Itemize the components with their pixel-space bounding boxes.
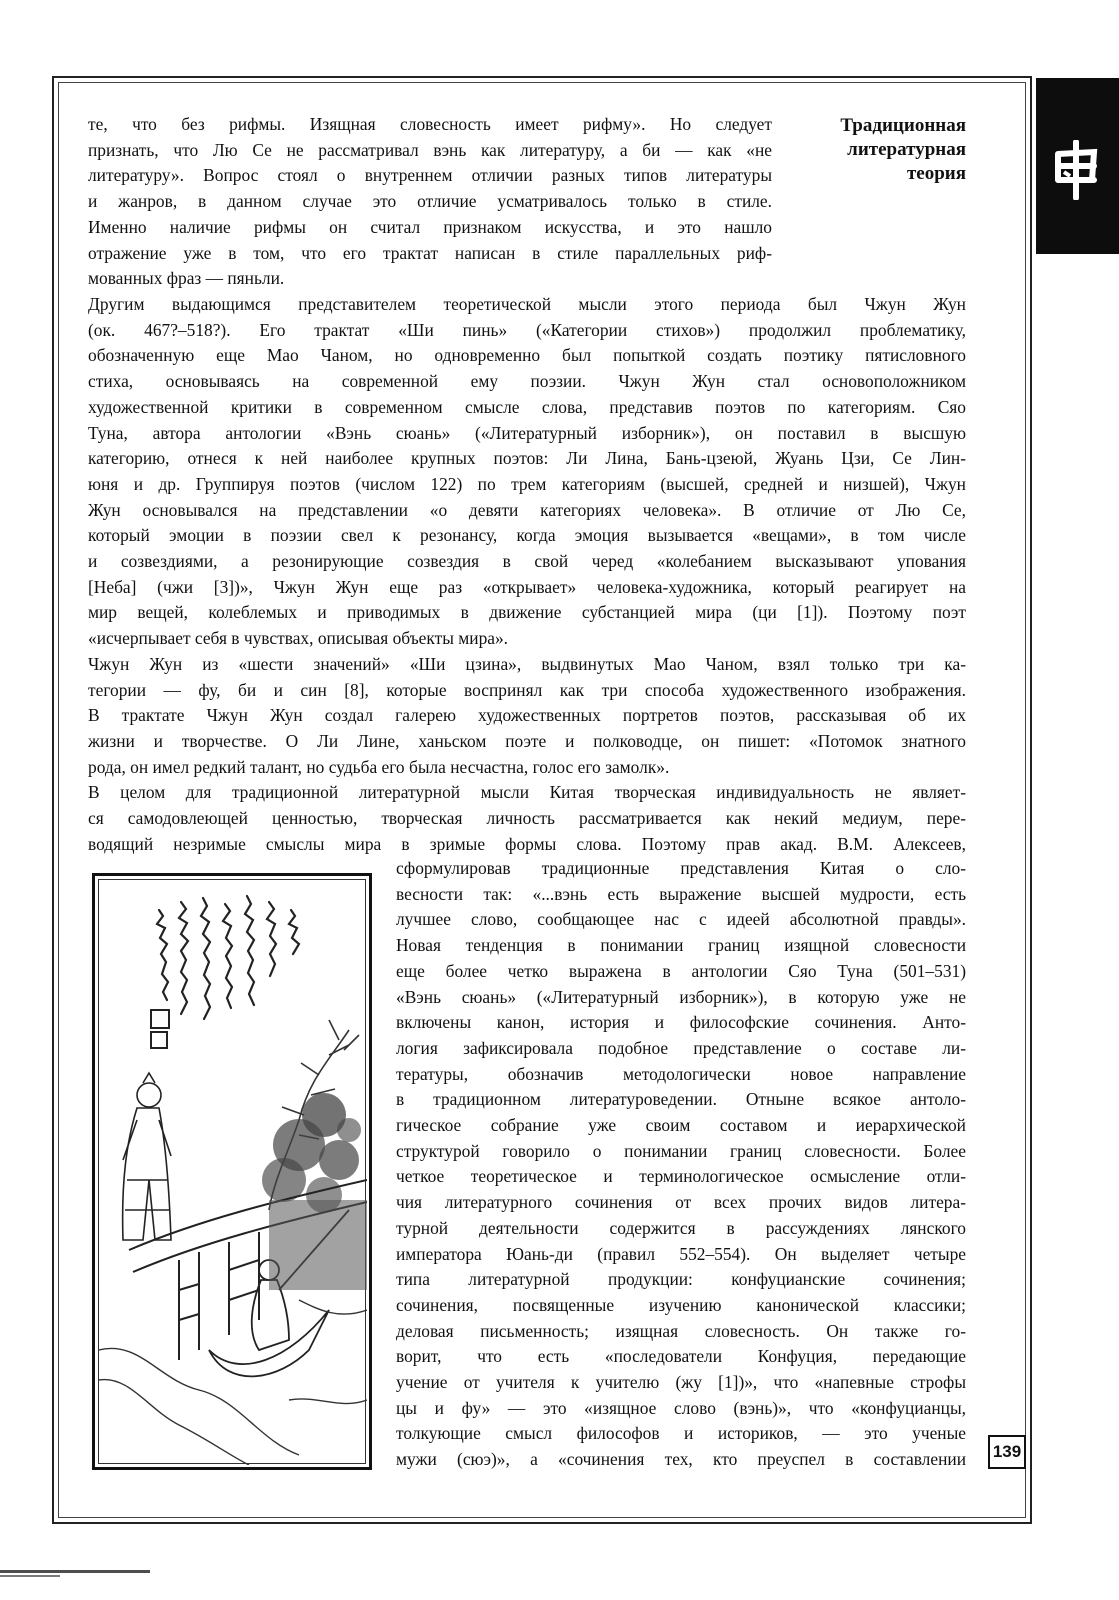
page-number: 139	[988, 1435, 1026, 1469]
text-line: сформулировав традиционные представления Китая о сло-	[396, 858, 966, 878]
text-line: чия литературного сочинения от всех прочих видов литера-	[396, 1192, 966, 1213]
chinese-character-glyph-icon	[1050, 140, 1104, 200]
text-line: включены канон, история и философские сочинения. Анто-	[396, 1012, 966, 1033]
text-line: рода, он имел редкий талант, но судьба его была несчастна, голос его замолк».	[88, 756, 670, 777]
text-line: Именно наличие рифмы он считал признаком искусства, и это нашло	[88, 216, 772, 237]
text-line: художественной критики в современном смысле слова, представив поэтов по категориям. Сяо	[88, 396, 966, 417]
text-line: в традиционном литературоведении. Отныне всякое антоло-	[396, 1089, 966, 1110]
text-line: мир вещей, колеблемых и приводимых в движение субстанцией мира (ци [1]). Поэтому поэт	[88, 602, 966, 623]
text-line: ворит, что есть «последователи Конфуция, передающие	[396, 1346, 966, 1367]
text-line: лучшее слово, сообщающее нас с идеей абсолютной правды».	[396, 909, 966, 930]
heading-line: теория	[906, 163, 966, 184]
text-line: (ок. 467?–518?). Его трактат «Ши пинь» («Категории стихов») продолжил проблематику,	[88, 319, 966, 340]
text-line: структурой говорило о понимании границ словесности. Более	[396, 1140, 966, 1161]
text-line: цы и фу» — это «изящное слово (вэнь)», что «конфуцианцы,	[396, 1397, 966, 1418]
text-line: «исчерпывает себя в чувствах, описывая объекты мира».	[88, 628, 509, 649]
text-line: турной деятельности содержится в рассуждениях лянского	[396, 1217, 966, 1238]
text-line: жизни и творчестве. О Ли Лине, ханьском поэте и полководце, он пишет: «Потомок знатного	[88, 730, 966, 751]
scan-edge-mark	[0, 1570, 150, 1573]
full-width-text-block	[88, 292, 966, 857]
ink-drawing-scholar-bridge-icon	[99, 880, 367, 1465]
section-heading	[800, 114, 966, 186]
text-line: [Неба] (чжи [3])», Чжун Жун еще раз «открывает» человека-художника, который реагирует на	[88, 576, 966, 597]
text-line: юня и др. Группируя поэтов (числом 122) по трем категориям (высшей, средней и низшей), Чжун	[88, 473, 966, 494]
text-line: отражение уже в том, что его трактат написан в стиле параллельных риф-	[88, 242, 772, 263]
text-line: Новая тенденция в понимании границ изящной словесности	[396, 935, 966, 956]
text-line: сочинения, посвященные изучению канонической классики;	[396, 1294, 966, 1315]
text-line: мужи (сюэ)», а «сочинения тех, кто преуспел в составлении	[396, 1449, 966, 1470]
text-line: тегории — фу, би и син [8], которые воспринял как три способа художественного изображения.	[88, 679, 966, 700]
top-text-block	[88, 112, 772, 292]
text-line: признать, что Лю Се не рассматривал вэнь как литературу, а би — как «не	[88, 139, 772, 160]
text-line: учение от учителя к учителю (жу [1])», что «напевные строфы	[396, 1372, 966, 1393]
text-line: толкующие смысл философов и историков, — это ученые	[396, 1423, 966, 1444]
text-line: «Вэнь сюань» («Литературный изборник»), в которую уже не	[396, 986, 966, 1007]
text-line: те, что без рифмы. Изящная словесность имеет рифму». Но следует	[88, 114, 772, 134]
illustration-frame	[92, 873, 372, 1470]
text-line: Другим выдающимся представителем теоретической мысли этого периода был Чжун Жун	[88, 294, 966, 314]
text-line: весности так: «...вэнь есть выражение высшей мудрости, есть	[396, 883, 966, 904]
text-line: императора Юань-ди (правил 552–554). Он выделяет четыре	[396, 1243, 966, 1264]
text-line: Чжун Жун из «шести значений» «Ши цзина», выдвинутых Мао Чаном, взял только три ка-	[88, 653, 966, 674]
text-line: ся самодовлеющей ценностью, творческая личность рассматривается как некий медиум, пере-	[88, 808, 966, 829]
side-tab	[1036, 78, 1119, 254]
text-line: еще более четко выражена в антологии Сяо Туна (501–531)	[396, 960, 966, 981]
text-line: который эмоции в поэзии свел к резонансу, когда эмоция вызывается «вещами», в том числе	[88, 525, 966, 546]
heading-line: Традиционная	[840, 115, 966, 136]
text-line: обозначенную еще Мао Чаном, но одновременно был попыткой создать поэтику пятисловного	[88, 345, 966, 366]
text-line: литературу». Вопрос стоял о внутреннем отличии разных типов литературы	[88, 165, 772, 186]
text-line: четкое теоретическое и терминологическое осмысление отли-	[396, 1166, 966, 1187]
text-line: стиха, основываясь на современной ему поэзии. Чжун Жун стал основоположником	[88, 371, 966, 392]
text-line: категорию, отнеся к ней наиболее крупных поэтов: Ли Лина, Бань-цзеюй, Жуань Цзи, Се Лин-	[88, 448, 966, 469]
text-line: и созвездиями, а резонирующие созвездия в свой черед «колебанием высказывают упования	[88, 551, 966, 572]
text-line: В целом для традиционной литературной мысли Китая творческая индивидуальность не являет-	[88, 782, 966, 803]
text-line: и жанров, в данном случае это отличие усматривалось только в стиле.	[88, 191, 772, 212]
text-line: деловая письменность; изящная словесность. Он также го-	[396, 1320, 966, 1341]
text-line: Туна, автора антологии «Вэнь сюань» («Литературный изборник»), он поставил в высшую	[88, 422, 966, 443]
text-line: Жун основывался на представлении «о девяти категориях человека». В отличие от Лю Се,	[88, 499, 966, 520]
illustration-inner-border	[98, 879, 366, 1464]
text-line: гическое собрание уже своим составом и иерархической	[396, 1115, 966, 1136]
text-line: тературы, обозначив методологически новое направление	[396, 1063, 966, 1084]
text-line: В трактате Чжун Жун создал галерею художественных портретов поэтов, рассказывая об их	[88, 705, 966, 726]
text-line: водящий незримые смыслы мира в зримые формы слова. Поэтому прав акад. В.М. Алексеев,	[88, 833, 966, 854]
heading-line: литературная	[847, 139, 966, 160]
text-line: логия зафиксировала подобное представление о составе ли-	[396, 1037, 966, 1058]
text-line: типа литературной продукции: конфуцианские сочинения;	[396, 1269, 966, 1290]
right-column-text-block	[396, 856, 966, 1473]
scan-edge-mark	[0, 1575, 60, 1577]
text-line: мованных фраз — пяньли.	[88, 268, 285, 289]
